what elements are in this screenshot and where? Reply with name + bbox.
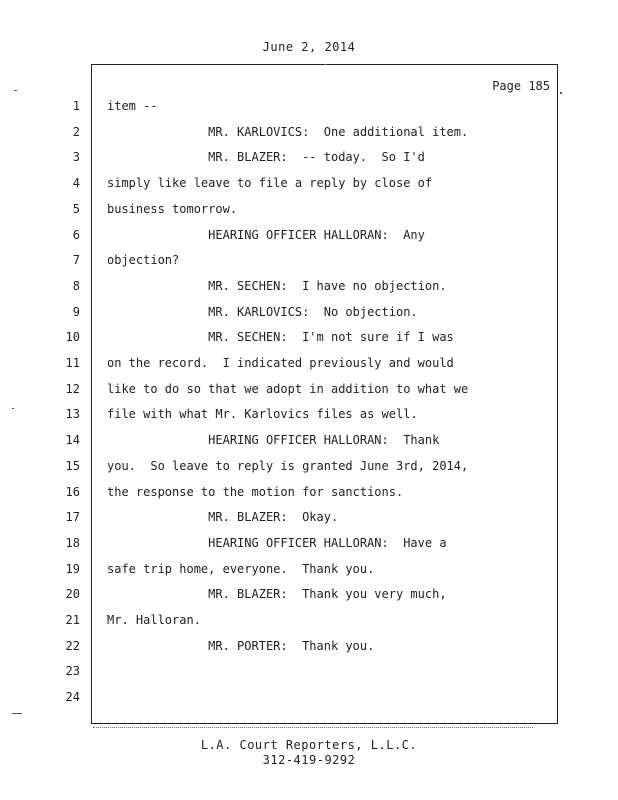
line-text: objection? bbox=[107, 253, 180, 267]
line-text: MR. KARLOVICS: One additional item. bbox=[107, 125, 469, 139]
scan-speck bbox=[324, 64, 326, 65]
footer-phone: 312-419-9292 bbox=[262, 753, 356, 767]
line-number: 21 bbox=[65, 613, 80, 627]
line-number: 15 bbox=[65, 459, 80, 473]
line-text: MR. BLAZER: -- today. So I'd bbox=[107, 150, 425, 164]
page-number: Page 185 bbox=[492, 79, 550, 93]
scan-speck bbox=[12, 713, 22, 714]
line-text: HEARING OFFICER HALLORAN: Have a bbox=[107, 536, 447, 550]
scan-speck bbox=[560, 92, 562, 94]
line-number: 18 bbox=[65, 536, 80, 550]
line-number: 16 bbox=[65, 485, 80, 499]
line-text: MR. BLAZER: Okay. bbox=[107, 510, 339, 524]
line-number: 7 bbox=[72, 253, 80, 267]
line-number: 3 bbox=[72, 150, 80, 164]
line-number: 10 bbox=[65, 330, 80, 344]
line-number: 9 bbox=[72, 305, 80, 319]
line-text: on the record. I indicated previously and would bbox=[107, 356, 454, 370]
line-number: 1 bbox=[72, 99, 80, 113]
line-text: MR. SECHEN: I have no objection. bbox=[107, 279, 447, 293]
scan-speck bbox=[12, 408, 14, 409]
line-text: HEARING OFFICER HALLORAN: Thank bbox=[107, 433, 440, 447]
line-number: 5 bbox=[72, 202, 80, 216]
line-text: business tomorrow. bbox=[107, 202, 238, 216]
line-number: 8 bbox=[72, 279, 80, 293]
line-text: like to do so that we adopt in addition to what we bbox=[107, 382, 469, 396]
line-number: 24 bbox=[65, 690, 80, 704]
line-number: 6 bbox=[72, 228, 80, 242]
line-text: file with what Mr. Karlovics files as well. bbox=[107, 407, 418, 421]
line-number: 19 bbox=[65, 562, 80, 576]
scan-speck bbox=[14, 90, 17, 91]
line-number: 13 bbox=[65, 407, 80, 421]
line-text: safe trip home, everyone. Thank you. bbox=[107, 562, 375, 576]
line-text: you. So leave to reply is granted June 3rd, 2014, bbox=[107, 459, 469, 473]
line-number: 22 bbox=[65, 639, 80, 653]
line-number: 17 bbox=[65, 510, 80, 524]
line-text: MR. KARLOVICS: No objection. bbox=[107, 305, 418, 319]
line-text: MR. BLAZER: Thank you very much, bbox=[107, 587, 447, 601]
line-text: simply like leave to file a reply by close of bbox=[107, 176, 433, 190]
transcript-date: June 2, 2014 bbox=[262, 40, 356, 54]
line-text: the response to the motion for sanctions. bbox=[107, 485, 404, 499]
line-text: Mr. Halloran. bbox=[107, 613, 201, 627]
line-number: 14 bbox=[65, 433, 80, 447]
line-number: 12 bbox=[65, 382, 80, 396]
line-text: MR. SECHEN: I'm not sure if I was bbox=[107, 330, 454, 344]
footer-reporter: L.A. Court Reporters, L.L.C. bbox=[200, 738, 418, 752]
line-number: 4 bbox=[72, 176, 80, 190]
line-number: 2 bbox=[72, 125, 80, 139]
frame-divider bbox=[93, 727, 533, 728]
line-number: 11 bbox=[65, 356, 80, 370]
line-number: 20 bbox=[65, 587, 80, 601]
line-number: 23 bbox=[65, 664, 80, 678]
line-text: MR. PORTER: Thank you. bbox=[107, 639, 375, 653]
line-text: HEARING OFFICER HALLORAN: Any bbox=[107, 228, 425, 242]
line-text: item -- bbox=[107, 99, 158, 113]
